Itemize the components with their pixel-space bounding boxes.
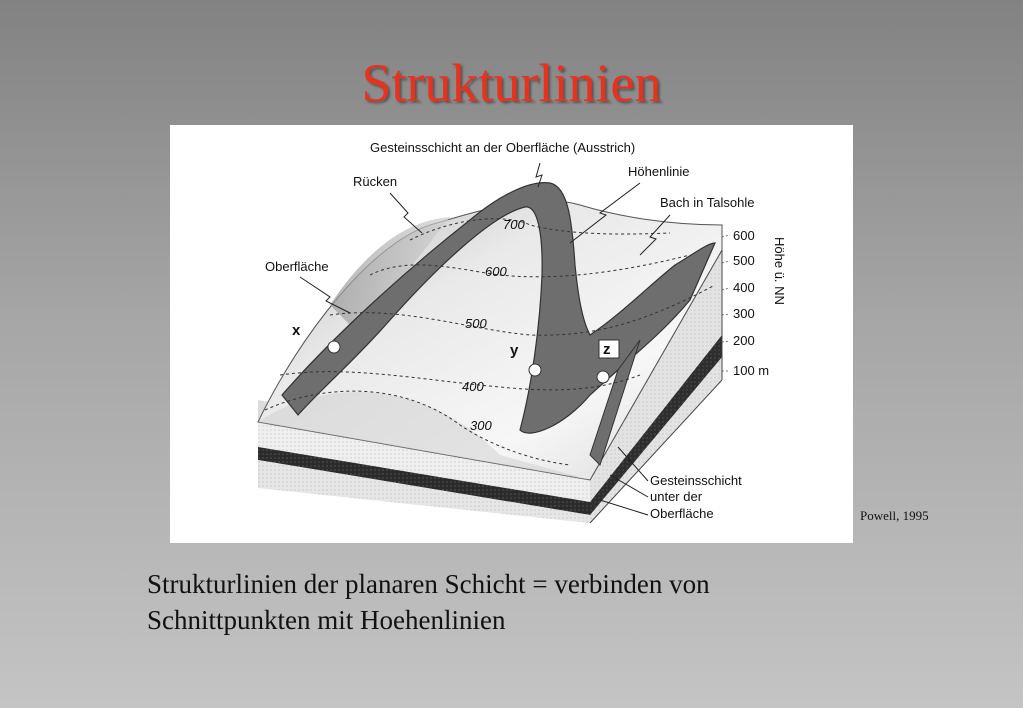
label-subsurface-3: Oberfläche <box>650 506 714 521</box>
height-label-100: 100 m <box>733 363 770 378</box>
height-label-400: 400 <box>733 280 755 295</box>
label-contour: Höhenlinie <box>628 164 690 179</box>
height-label-200: 200 <box>733 333 755 348</box>
caption-line-2: Schnittpunkten mit Hoehenlinien <box>147 605 506 635</box>
label-surface: Oberfläche <box>265 259 329 274</box>
height-axis-title: Höhe ü. NN <box>772 237 787 305</box>
contour-label-400: 400 <box>462 379 484 394</box>
height-scale <box>722 228 787 378</box>
height-label-600: 600 <box>733 228 755 243</box>
height-label-500: 500 <box>733 253 755 268</box>
geology-block-diagram <box>170 125 853 543</box>
slide-title: Strukturlinien <box>361 53 662 113</box>
point-z-label: z <box>603 341 611 358</box>
contour-label-300: 300 <box>470 418 492 433</box>
contour-label-500: 500 <box>465 316 487 331</box>
point-y-label: y <box>510 342 519 359</box>
image-credit: Powell, 1995 <box>860 508 929 523</box>
label-ridge: Rücken <box>353 174 398 189</box>
contour-label-700: 700 <box>503 217 525 232</box>
label-outcrop: Gesteinsschicht an der Oberfläche (Ausstrich) <box>370 140 636 155</box>
contour-label-600: 600 <box>485 264 507 279</box>
point-x-label: x <box>292 322 301 339</box>
caption-line-1: Strukturlinien der planaren Schicht = verbinden von <box>147 569 710 599</box>
slide-caption <box>147 566 867 638</box>
label-stream: Bach in Talsohle <box>660 195 755 210</box>
height-label-300: 300 <box>733 306 755 321</box>
label-subsurface-1: Gesteinsschicht <box>650 473 742 488</box>
label-subsurface-2: unter der <box>650 489 703 504</box>
